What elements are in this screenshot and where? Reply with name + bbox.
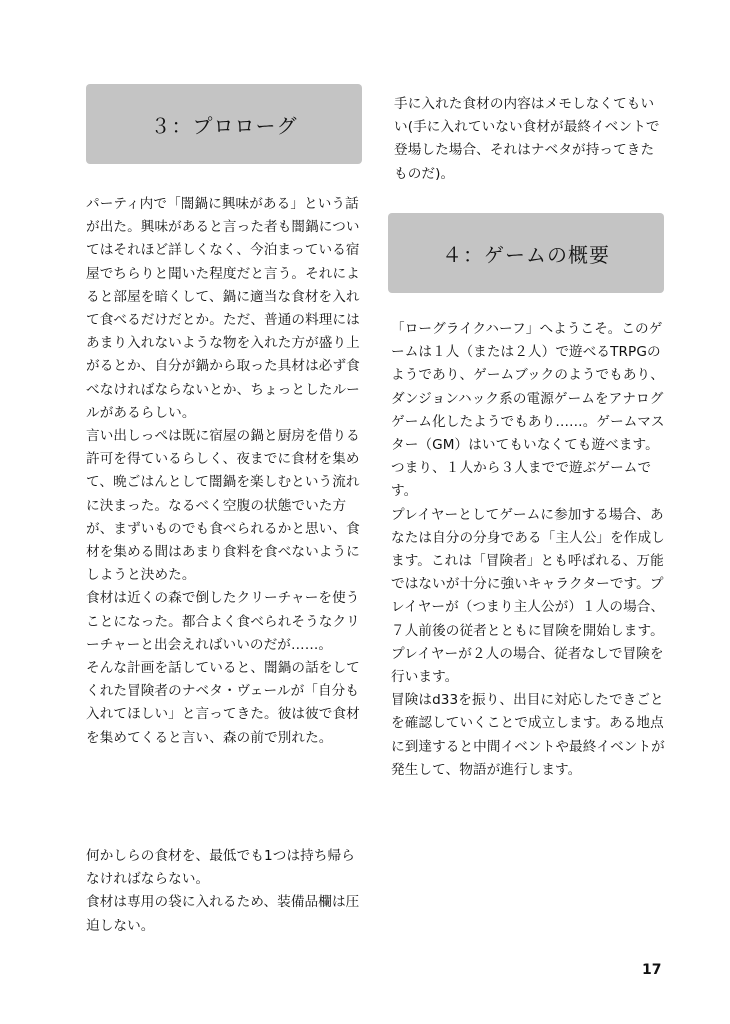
paragraph: パーティ内で「闇鍋に興味がある」という話が出た。興味があると言った者も闇鍋についてはそれほど詳しくなく、今泊まっている宿屋でちらりと聞いた程度だと言う。それによると部屋を暗くして、鍋に適当な食材を入れて食べるだけだとか。ただ、普通の料理にはあまり入れないような物を入れた方が盛り上がるとか、自分が鍋から取った具材は必ず食べなければならないとか、ちょっとしたルールがあるらしい。 [86, 196, 360, 421]
section-3-body [86, 193, 364, 750]
paragraph: 食材は専用の袋に入れるため、装備品欄は圧迫しない。 [86, 894, 360, 934]
section-4-header [388, 213, 664, 293]
paragraph: 食材は近くの森で倒したクリーチャーを使うことになった。都合よく食べられそうなクリーチャーと出会えればいいのだが……。 [86, 590, 360, 653]
paragraph: 手に入れた食材の内容はメモしなくてもいい(手に入れていない食材が最終イベントで登場した場合、それはナベタが持ってきたものだ)。 [394, 96, 660, 182]
section-3-continued [394, 93, 664, 186]
paragraph: 言い出しっぺは既に宿屋の鍋と厨房を借りる許可を得ているらしく、夜までに食材を集めて、晩ごはんとして闇鍋を楽しむという流れに決まった。なるべく空腹の状態でいた方が、まずいものでも食べられるかと思い、食材を集める間はあまり食料を食べないようにしようと決めた。 [86, 428, 360, 584]
section-3-header [86, 84, 362, 164]
paragraph: プレイヤーとしてゲームに参加する場合、あなたは自分の分身である「主人公」を作成します。これは「冒険者」とも呼ばれる、万能ではないが十分に強いキャラクターです。プレイヤーが（つまり主人公が）１人の場合、７人前後の従者とともに冒険を開始します。プレイヤーが２人の場合、従者なしで冒険を行います。 [391, 506, 665, 686]
paragraph: 何かしらの食材を、最低でも1つは持ち帰らなければならない。 [86, 848, 355, 888]
section-3-title: ３：プロローグ [150, 113, 298, 138]
paragraph: そんな計画を話していると、闇鍋の話をしてくれた冒険者のナベタ・ヴェールが「自分も入れてほしい」と言ってきた。彼は彼で食材を集めてくると言い、森の前で別れた。 [86, 660, 360, 746]
paragraph: 冒険はd33を振り、出目に対応したできごとを確認していくことで成立します。ある地点に到達すると中間イベントや最終イベントが発生して、物語が進行します。 [391, 692, 665, 778]
section-3-notes [86, 845, 364, 938]
section-4-body [391, 318, 667, 782]
paragraph: 「ローグライクハーフ」へようこそ。このゲームは１人（または２人）で遊べるTRPGのようであり、ゲームブックのようでもあり、ダンジョンハック系の電源ゲームをアナログゲーム化したようでもあり……。ゲームマスター（GM）はいてもいなくても遊べます。つまり、１人から３人までで遊ぶゲームです。 [391, 321, 665, 500]
page-number: 17 [642, 962, 662, 978]
section-4-title: ４：ゲームの概要 [442, 242, 610, 267]
